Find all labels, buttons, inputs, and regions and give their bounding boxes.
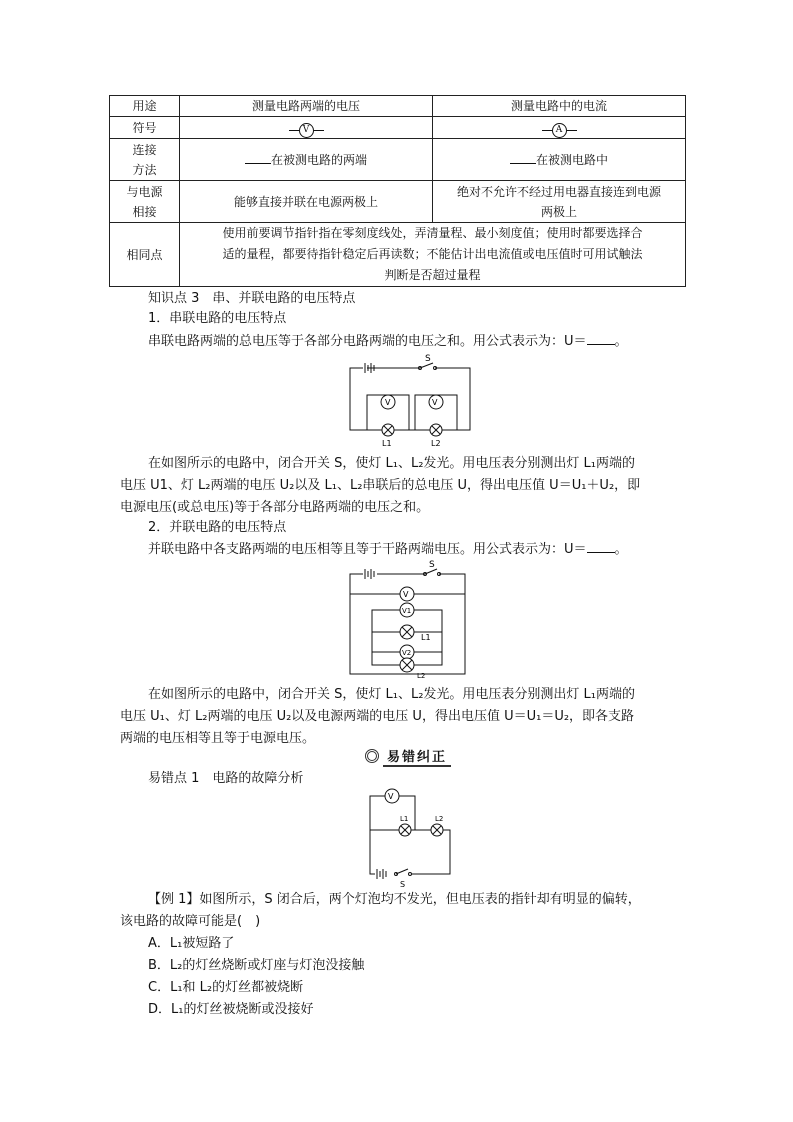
section-badge (365, 746, 451, 766)
fault-circuit-diagram (365, 788, 465, 888)
svg-text:V1: V1 (402, 607, 412, 615)
ammeter-cell: 测量电路中的电流 (433, 96, 686, 117)
parallel-formula-line: 并联电路中各支路两端的电压相等且等于干路两端电压。用公式表示为：U＝ 。 (148, 539, 628, 560)
section-title: 2．并联电路的电压特点 (148, 520, 287, 535)
paragraph-line: 电压 U₁、灯 L₂两端的电压 U₂以及电源两端的电压 U，得出电压值 U＝U₁＝U₂，即各支路 (120, 709, 635, 724)
table-row (110, 96, 686, 117)
example-question: 该电路的故障可能是( ) (120, 914, 261, 929)
svg-text:V: V (432, 398, 438, 407)
option-d[interactable]: D．L₁的灯丝被烧断或没接好 (148, 1002, 314, 1017)
voltmeter-cell: 测量电路两端的电压 (180, 96, 433, 117)
table-row (110, 223, 686, 287)
svg-text:L1: L1 (400, 815, 409, 823)
option-a[interactable]: A．L₁被短路了 (148, 936, 235, 951)
svg-text:V: V (388, 792, 394, 801)
section-title: 1．串联电路的电压特点 (148, 311, 287, 326)
option-c[interactable]: C．L₁和 L₂的灯丝都被烧断 (148, 980, 304, 995)
voltmeter-cell: 在被测电路的两端 (180, 139, 433, 181)
table-row (110, 117, 686, 139)
paragraph-line: 在如图所示的电路中，闭合开关 S，使灯 L₁、L₂发光。用电压表分别测出灯 L₁两端的 (148, 687, 636, 702)
table-row (110, 139, 686, 181)
common-points-cell: 使用前要调节指针指在零刻度线处，弄清量程、最小刻度值；使用时都要选择合 适的量程，都要待指针稳定后再读数；不能估计出电流值或电压值时可用试触法 判断是否超过量程 (180, 223, 686, 287)
comparison-table (109, 95, 686, 287)
paragraph-line: 电源电压(或总电压)等于各部分电路两端的电压之和。 (120, 500, 430, 515)
option-b[interactable]: B．L₂的灯丝烧断或灯座与灯泡没接触 (148, 958, 365, 973)
table-row (110, 181, 686, 223)
svg-text:L1: L1 (421, 633, 431, 642)
svg-text:L2: L2 (431, 439, 441, 448)
svg-text:V: V (403, 590, 409, 599)
example-question: 【例 1】如图所示，S 闭合后，两个灯泡均不发光，但电压表的指针却有明显的偏转， (148, 892, 641, 907)
kp3-heading: 知识点 3 串、并联电路的电压特点 (148, 291, 356, 306)
svg-text:V2: V2 (402, 649, 412, 657)
row-label: 连接 方法 (110, 139, 180, 181)
row-label: 与电源 相接 (110, 181, 180, 223)
paragraph-line: 两端的电压相等且等于电源电压。 (120, 731, 316, 746)
error-heading: 易错点 1 电路的故障分析 (148, 771, 304, 786)
svg-text:V: V (385, 398, 391, 407)
spiral-icon (365, 749, 379, 763)
svg-text:L1: L1 (382, 439, 392, 448)
svg-text:L2: L2 (435, 815, 444, 823)
ammeter-symbol-icon: A (542, 123, 577, 138)
ammeter-cell: 绝对不允许不经过用电器直接连到电源 两极上 (433, 181, 686, 223)
voltmeter-symbol-cell (180, 117, 433, 139)
voltmeter-symbol-icon: V (289, 123, 324, 138)
svg-text:S: S (400, 880, 406, 888)
svg-text:L2: L2 (417, 672, 426, 680)
row-label: 相同点 (110, 223, 180, 287)
row-label: 符号 (110, 117, 180, 139)
svg-text:S: S (429, 560, 435, 570)
parallel-circuit-diagram (345, 560, 475, 680)
paragraph-line: 在如图所示的电路中，闭合开关 S，使灯 L₁、L₂发光。用电压表分别测出灯 L₁两端的 (148, 456, 636, 471)
series-formula-line: 串联电路两端的总电压等于各部分电路两端的电压之和。用公式表示为：U＝ 。 (148, 331, 628, 352)
paragraph-line: 电压 U1、灯 L₂两端的电压 U₂以及 L₁、L₂串联后的总电压 U，得出电压值 U＝U₁＋U₂，即 (120, 478, 641, 493)
row-label: 用途 (110, 96, 180, 117)
series-circuit-diagram (345, 350, 475, 450)
voltmeter-cell: 能够直接并联在电源两极上 (180, 181, 433, 223)
badge-label: 易错纠正 (383, 746, 451, 767)
ammeter-cell: 在被测电路中 (433, 139, 686, 181)
svg-text:S: S (425, 354, 431, 364)
answer-blank[interactable] (587, 331, 615, 345)
ammeter-symbol-cell (433, 117, 686, 139)
answer-blank[interactable] (587, 539, 615, 553)
